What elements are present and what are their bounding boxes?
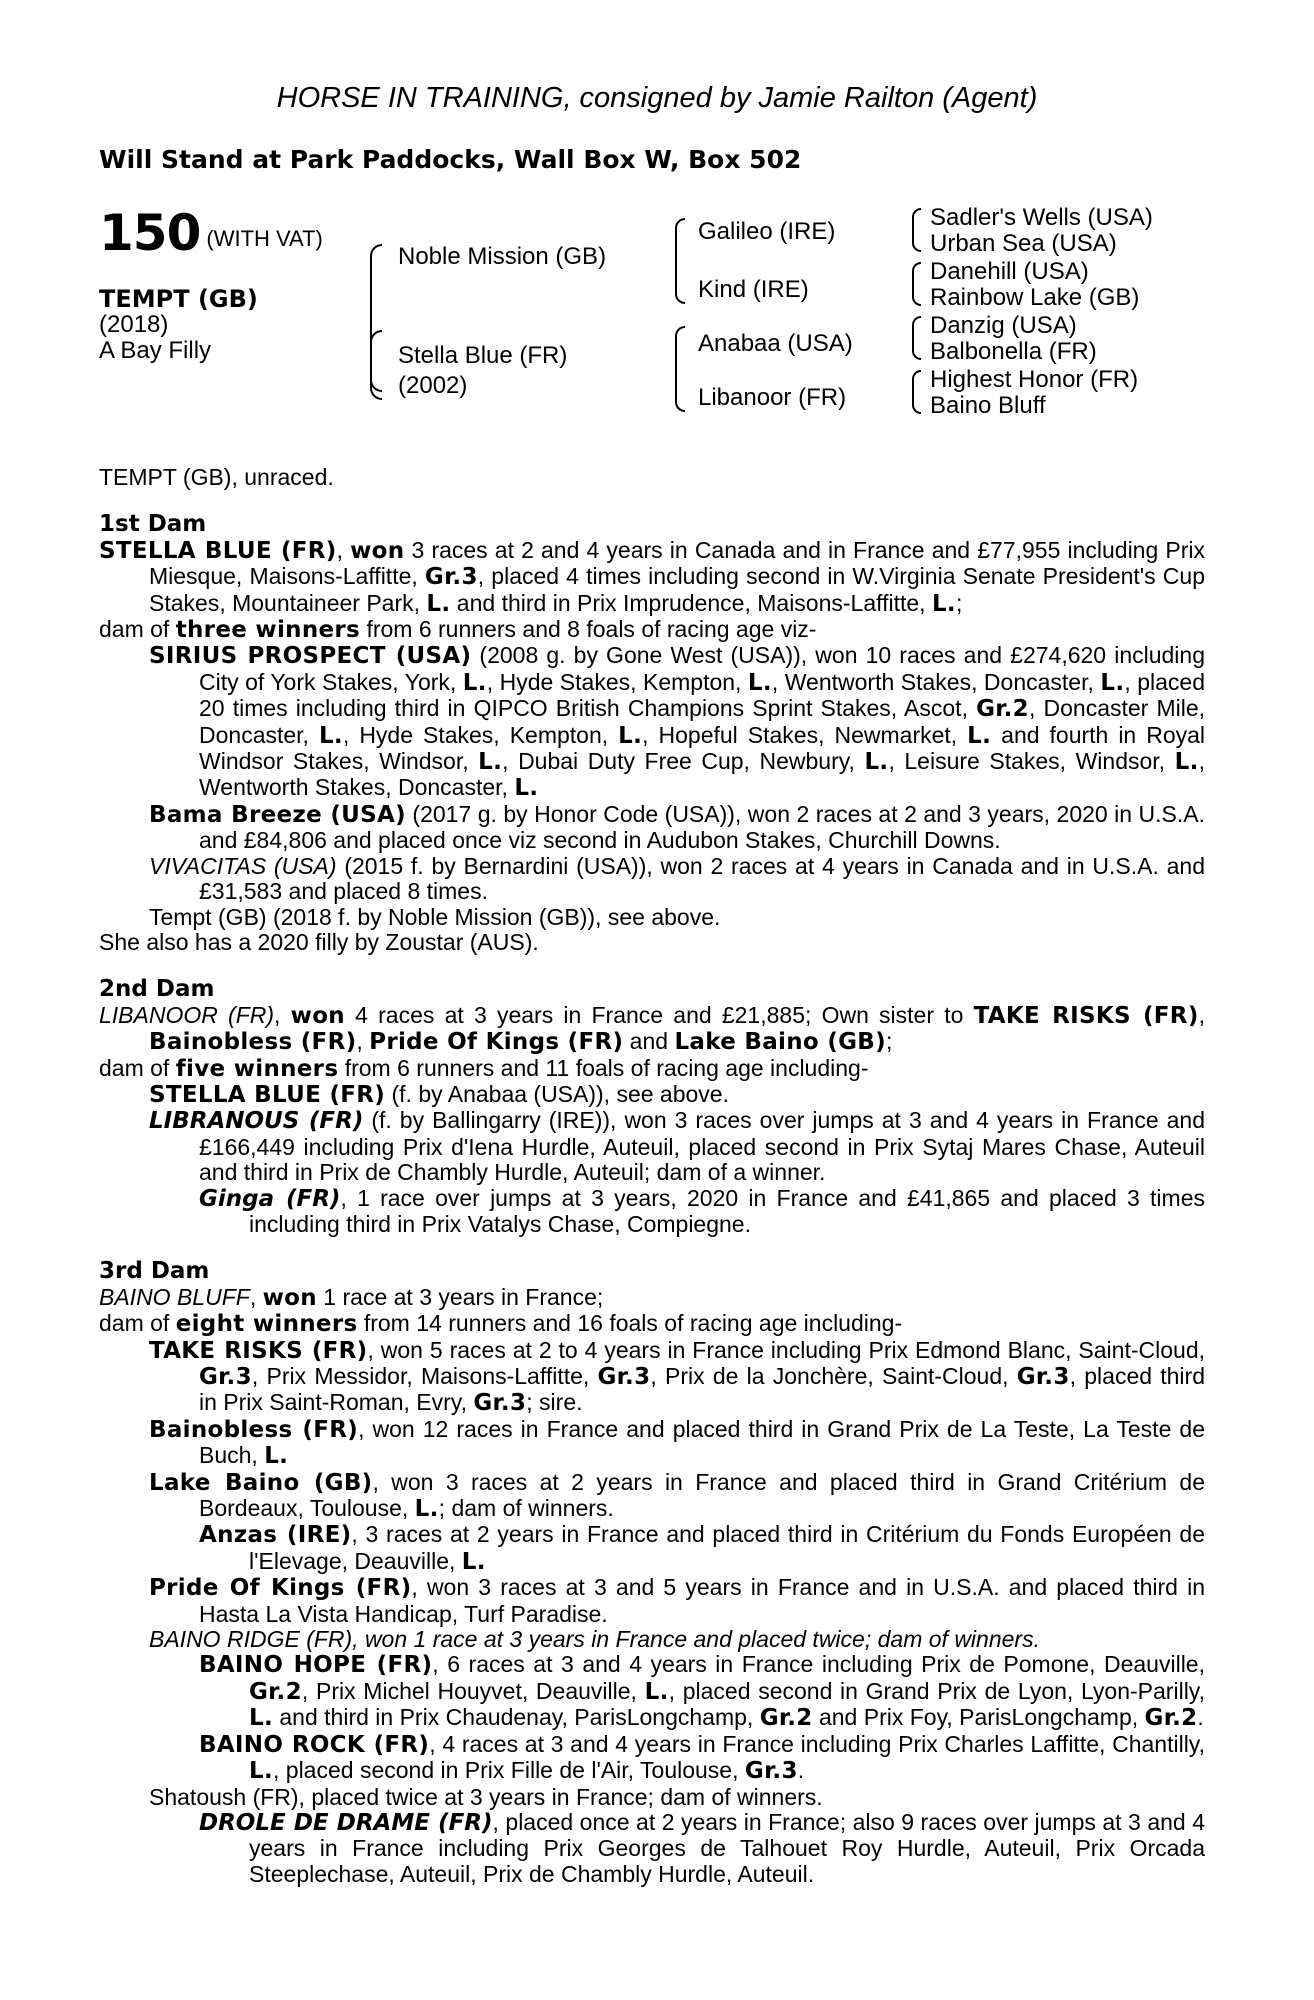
location-line: Will Stand at Park Paddocks, Wall Box W, Box 502 <box>99 145 802 174</box>
produce-entry: Bainobless (FR), won 12 races in France and placed third in Grand Prix de La Teste, La Teste de Buch, L. <box>149 1415 1205 1470</box>
pedigree-brace-ggp4 <box>912 370 921 414</box>
race-record: TEMPT (GB), unraced. <box>99 464 334 490</box>
produce-entry: TAKE RISKS (FR), won 5 races at 2 to 4 years in France including Prix Edmond Blanc, Saint-Cloud, Gr.3, Prix Messidor, Maisons-Laffitte, Gr.3, Prix de la Jonchère, Saint-Cloud, Gr.3, placed third in Prix Saint-Roman, Evry, Gr.3; sire. <box>149 1336 1205 1417</box>
pedigree-brace-ggp1 <box>912 208 921 252</box>
pedigree-dam-year: (2002) <box>398 372 468 399</box>
lot-number: 150 <box>99 204 201 262</box>
pedigree-brace-dam <box>370 330 382 400</box>
produce-entry: Pride Of Kings (FR), won 3 races at 3 and 5 years in France and in U.S.A. and placed third in Hasta La Vista Handicap, Turf Paradise. <box>149 1574 1206 1627</box>
produce-entry: SIRIUS PROSPECT (USA) (2008 g. by Gone West (USA)), won 10 races and £274,620 including City of York Stakes, York, L., Hyde Stakes, Kempton, L., Wentworth Stakes, Doncaster, L., placed 20 times including third in QIPCO British Champions Sprint Stakes, Ascot, Gr.2, Doncaster Mile, Doncaster, L., Hyde Stakes, Kempton, L., Hopeful Stakes, Newmarket, L. and fourth in Royal Windsor Stakes, Windsor, L., Dubai Duty Free Cup, Newbury, L., Leisure Stakes, Windsor, L., Wentworth Stakes, Doncaster, L. <box>149 642 1206 802</box>
page-title: HORSE IN TRAINING, consigned by Jamie Railton (Agent) <box>276 82 1038 114</box>
dam-produce-summary: dam of eight winners from 14 runners and 16 foals of racing age including- <box>99 1310 903 1338</box>
catalogue-text <box>99 465 1205 1887</box>
pedigree-brace-ggp3 <box>912 316 921 360</box>
produce-entry: VIVACITAS (USA) (2015 f. by Bernardini (USA)), won 2 races at 4 years in Canada and in U.S.A. and £31,583 and placed 8 times. <box>149 852 1205 905</box>
pedigree-ggp: Rainbow Lake (GB) <box>930 284 1140 311</box>
pedigree-ggp: Sadler's Wells (USA) <box>930 204 1153 231</box>
horse-name: TEMPT (GB) <box>99 285 258 313</box>
section-heading-2nd-dam: 2nd Dam <box>99 976 215 1003</box>
produce-entry: Shatoush (FR), placed twice at 3 years in France; dam of winners. <box>149 1783 823 1810</box>
dam-entry: LIBANOOR (FR), won 4 races at 3 years in France and £21,885; Own sister to TAKE RISKS (FR), Bainobless (FR), Pride Of Kings (FR) and Lake Baino (GB); <box>99 1001 1206 1056</box>
pedigree-ggp: Danehill (USA) <box>930 258 1089 285</box>
produce-entry: Anzas (IRE), 3 races at 2 years in France and placed third in Critérium du Fonds Européen de l'Elevage, Deauville, L. <box>199 1521 1205 1575</box>
pedigree-ggp: Baino Bluff <box>930 392 1046 419</box>
produce-entry: BAINO HOPE (FR), 6 races at 3 and 4 years in France including Prix de Pomone, Deauville, Gr.2, Prix Michel Houyvet, Deauville, L., placed second in Grand Prix de Lyon, Lyon-Parilly, L. and third in Prix Chaudenay, ParisLongchamp, Gr.2 and Prix Foy, ParisLongchamp, Gr.2. <box>199 1651 1205 1732</box>
pedigree-sire-dam: Kind (IRE) <box>698 276 809 303</box>
horse-description: A Bay Filly <box>99 337 212 364</box>
produce-entry: BAINO RIDGE (FR), won 1 race at 3 years in France and placed twice; dam of winners. <box>149 1626 1040 1653</box>
produce-entry: Lake Baino (GB), won 3 races at 2 years in France and placed third in Grand Critérium de Bordeaux, Toulouse, L.; dam of winners. <box>149 1468 1205 1523</box>
pedigree-brace-sire-line <box>675 218 685 304</box>
pedigree-dam: Stella Blue (FR) <box>398 342 568 369</box>
pedigree-ggp: Highest Honor (FR) <box>930 366 1139 393</box>
section-heading-3rd-dam: 3rd Dam <box>99 1258 210 1285</box>
pedigree-sire: Noble Mission (GB) <box>398 243 607 270</box>
lot-number-block <box>99 204 323 262</box>
produce-entry: DROLE DE DRAME (FR), placed once at 2 years in France; also 9 races over jumps at 3 and 4 years in France including Prix Georges de Talhouet Roy Hurdle, Auteuil, Prix Orcada Steeplechase, Auteuil, Prix de Chambly Hurdle, Auteuil. <box>199 1808 1205 1887</box>
pedigree-dam-sire: Anabaa (USA) <box>698 330 853 357</box>
pedigree-brace-ggp2 <box>912 262 921 306</box>
pedigree-ggp: Balbonella (FR) <box>930 338 1097 365</box>
horse-info <box>99 286 258 364</box>
produce-entry: Ginga (FR), 1 race over jumps at 3 years, 2020 in France and £41,865 and placed 3 times including third in Prix Vatalys Chase, Compiegne. <box>199 1184 1205 1237</box>
dam-entry: STELLA BLUE (FR), won 3 races at 2 and 4 years in Canada and in France and £77,955 including Prix Miesque, Maisons-Laffitte, Gr.3, placed 4 times including second in W.Virginia Senate President's Cup Stakes, Mountaineer Park, L. and third in Prix Imprudence, Maisons-Laffitte, L.; <box>99 536 1205 617</box>
produce-entry: STELLA BLUE (FR) (f. by Anabaa (USA)), see above. <box>149 1080 729 1108</box>
pedigree-ggp: Urban Sea (USA) <box>930 230 1117 257</box>
produce-note: She also has a 2020 filly by Zoustar (AUS). <box>99 928 539 955</box>
dam-produce-summary: dam of three winners from 6 runners and 8 foals of racing age viz- <box>99 616 817 644</box>
dam-produce-summary: dam of five winners from 6 runners and 11 foals of racing age including- <box>99 1054 869 1082</box>
produce-entry: Bama Breeze (USA) (2017 g. by Honor Code (USA)), won 2 races at 2 and 3 years, 2020 in U.S.A. and £84,806 and placed once viz second in Audubon Stakes, Churchill Downs. <box>149 800 1205 854</box>
dam-entry: BAINO BLUFF, won 1 race at 3 years in France; <box>99 1283 604 1311</box>
produce-entry: Tempt (GB) (2018 f. by Noble Mission (GB)), see above. <box>149 903 721 930</box>
horse-year: (2018) <box>99 311 169 338</box>
pedigree-ggp: Danzig (USA) <box>930 312 1077 339</box>
section-heading-1st-dam: 1st Dam <box>99 511 207 538</box>
pedigree-brace-dam-line <box>675 326 685 412</box>
lot-vat-note: (WITH VAT) <box>206 226 323 251</box>
produce-entry: LIBRANOUS (FR) (f. by Ballingarry (IRE)), won 3 races over jumps at 3 and 4 years in France and £166,449 including Prix d'Iena Hurdle, Auteuil, placed second in Prix Sytaj Mares Chase, Auteuil and third in Prix de Chambly Hurdle, Auteuil; dam of a winner. <box>149 1107 1205 1186</box>
produce-entry: BAINO ROCK (FR), 4 races at 3 and 4 years in France including Prix Charles Laffitte, Chantilly, L., placed second in Prix Fille de l'Air, Toulouse, Gr.3. <box>199 1730 1205 1785</box>
pedigree-sire-sire: Galileo (IRE) <box>698 218 836 245</box>
pedigree-dam-dam: Libanoor (FR) <box>698 384 847 411</box>
